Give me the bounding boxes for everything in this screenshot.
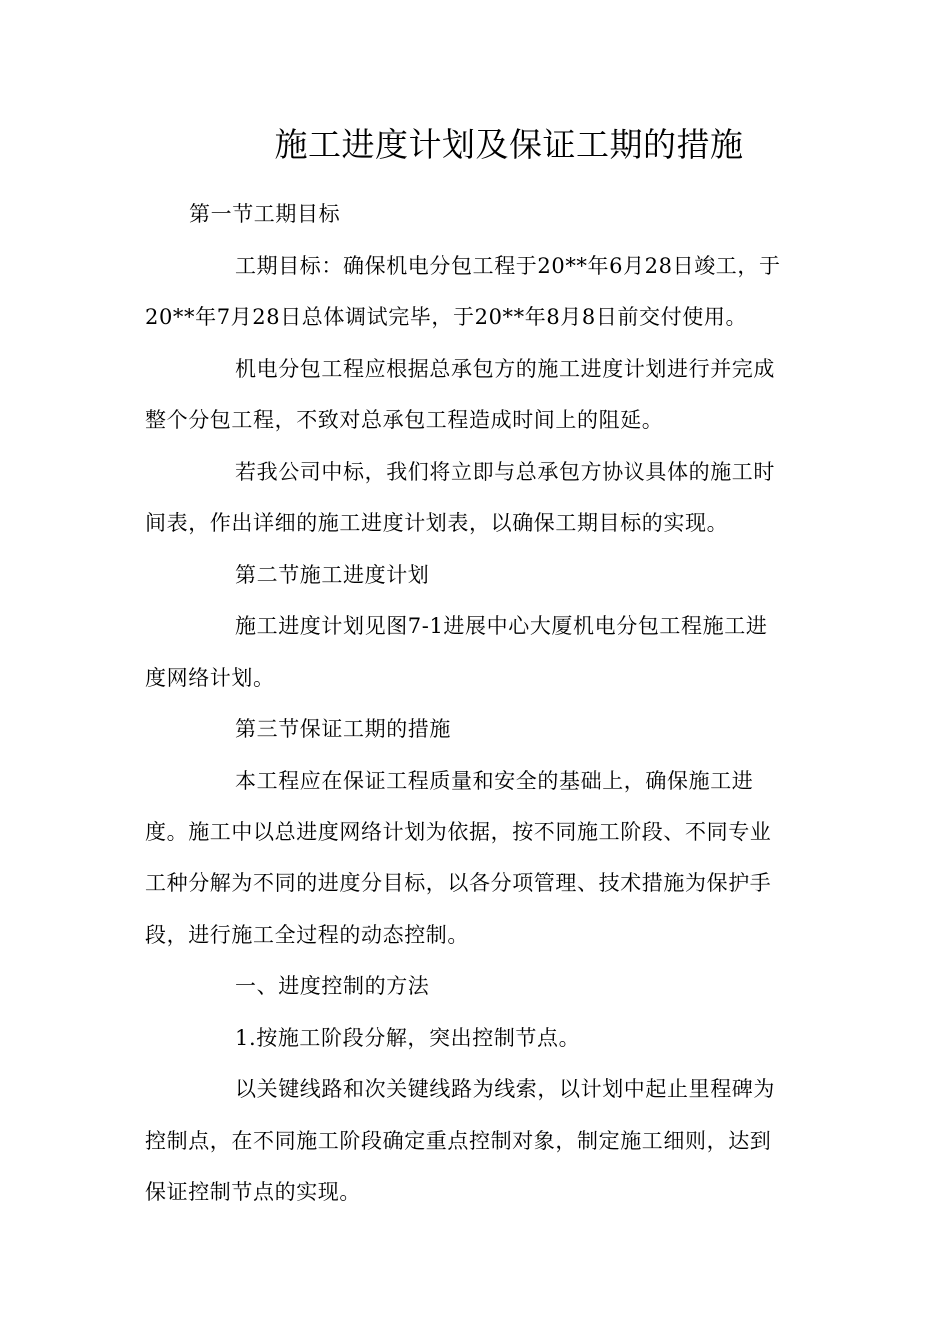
paragraph-line: 保证控制节点的实现。 — [145, 1180, 361, 1204]
numbered-item: 1.按施工阶段分解，突出控制节点。 — [235, 1026, 581, 1050]
paragraph-line: 工种分解为不同的进度分目标，以各分项管理、技术措施为保护手 — [145, 871, 772, 895]
subheading: 一、进度控制的方法 — [235, 974, 430, 998]
paragraph-line: 段，进行施工全过程的动态控制。 — [145, 923, 469, 947]
section-heading-1: 第一节工期目标 — [189, 202, 341, 226]
section-heading-3: 第三节保证工期的措施 — [235, 717, 451, 741]
paragraph-line: 本工程应在保证工程质量和安全的基础上，确保施工进 — [235, 769, 754, 793]
paragraph-line: 度。施工中以总进度网络计划为依据，按不同施工阶段、不同专业 — [145, 820, 772, 844]
paragraph-line: 间表，作出详细的施工进度计划表，以确保工期目标的实现。 — [145, 511, 729, 535]
paragraph-line: 度网络计划。 — [145, 666, 275, 690]
paragraph-line: 工期目标：确保机电分包工程于20**年6月28日竣工，于 — [235, 254, 781, 278]
paragraph-line: 施工进度计划见图7-1进展中心大厦机电分包工程施工进 — [235, 614, 768, 638]
document-title: 施工进度计划及保证工期的措施 — [274, 125, 744, 164]
paragraph-line: 整个分包工程，不致对总承包工程造成时间上的阻延。 — [145, 408, 664, 432]
section-heading-2: 第二节施工进度计划 — [235, 563, 430, 587]
paragraph-line: 若我公司中标，我们将立即与总承包方协议具体的施工时 — [235, 460, 775, 484]
paragraph-line: 20**年7月28日总体调试完毕，于20**年8月8日前交付使用。 — [145, 305, 748, 329]
paragraph-line: 机电分包工程应根据总承包方的施工进度计划进行并完成 — [235, 357, 775, 381]
paragraph-line: 控制点，在不同施工阶段确定重点控制对象，制定施工细则，达到 — [145, 1129, 772, 1153]
paragraph-line: 以关键线路和次关键线路为线索，以计划中起止里程碑为 — [235, 1077, 775, 1101]
